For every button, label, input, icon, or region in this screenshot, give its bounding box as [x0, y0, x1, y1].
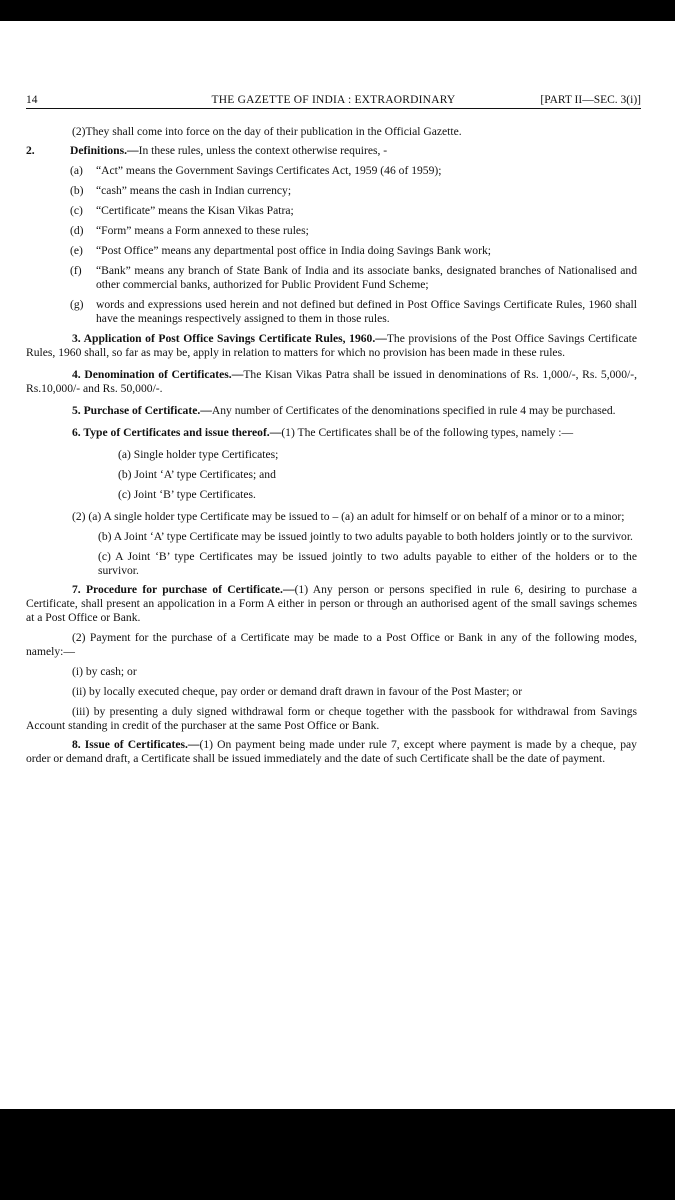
rule-6-2b: (b) A Joint ‘A’ type Certificate may be issued jointly to two adults payable to both holders jointly or to the survivor.	[98, 530, 633, 543]
payment-mode-item: (i) by cash; or	[72, 665, 137, 678]
rule-number: 2.	[26, 144, 35, 157]
rule-4	[26, 368, 637, 396]
rule-6	[26, 426, 637, 440]
page-number: 14	[26, 94, 38, 106]
definitions-heading	[26, 144, 637, 158]
rule-text: In these rules, unless the context otherwise requires, -	[138, 144, 388, 157]
rule-text: Any number of Certificates of the denominations specified in rule 4 may be purchased.	[211, 404, 616, 417]
rule-heading: Definitions.—	[70, 144, 139, 157]
rule-heading: 4. Denomination of Certificates.—	[72, 368, 244, 381]
definition-item: (g) words and expressions used herein and not defined but defined in Post Office Savings Certificate Rules, 1960 shall have the meanings respectively assigned to them in those rules.	[70, 298, 637, 325]
rule-text: The provisions of the Post Office Savings Certificate Rules, 1960 shall, so far as may be, apply in relation to matters for which no provision has been made in these rules.	[26, 332, 637, 359]
rule-heading: 3. Application of Post Office Savings Certificate Rules, 1960.—	[72, 332, 387, 345]
definition-item: (e) “Post Office” means any departmental post office in India doing Savings Bank work;	[70, 244, 491, 257]
definition-item: (c) “Certificate” means the Kisan Vikas Patra;	[70, 204, 294, 217]
rule-6-2c: (c) A Joint ‘B’ type Certificates may be issued jointly to two adults payable to either of the holders or to the survivor.	[98, 550, 637, 577]
rule-text: (1) The Certificates shall be of the following types, namely :—	[281, 426, 574, 439]
definition-item: (a) “Act” means the Government Savings Certificates Act, 1959 (46 of 1959);	[70, 164, 442, 177]
part-section: [PART II—SEC. 3(i)]	[540, 94, 641, 106]
rule-7	[26, 583, 637, 625]
rule-3	[26, 332, 637, 360]
definition-item: (b) “cash” means the cash in Indian currency;	[70, 184, 292, 197]
certificate-type-item: (a) Single holder type Certificates;	[118, 448, 279, 461]
gazette-title: THE GAZETTE OF INDIA : EXTRAORDINARY	[211, 94, 456, 106]
rule-5	[26, 404, 637, 418]
rule-heading: 5. Purchase of Certificate.—	[72, 404, 212, 417]
header-rule	[26, 108, 641, 109]
rule-8	[26, 738, 637, 766]
rule-6-2a: (2) (a) A single holder type Certificate may be issued to – (a) an adult for himself or on behalf of a minor or to a minor;	[72, 510, 625, 523]
rule-text: (1) On payment being made under rule 7, except where payment is made by a cheque, pay order or demand draft, a Certificate shall be issued immediately and the date of such Certificate shall be the date of payment.	[26, 738, 637, 765]
payment-mode-item: (ii) by locally executed cheque, pay order or demand draft drawn in favour of the Post Master; or	[72, 685, 523, 698]
commencement-para: (2)They shall come into force on the day of their publication in the Official Gazette.	[72, 125, 462, 138]
rule-heading: 8. Issue of Certificates.—	[72, 738, 200, 751]
rule-heading: 7. Procedure for purchase of Certificate.—	[72, 583, 295, 596]
rule-text: The Kisan Vikas Patra shall be issued in denominations of Rs. 1,000/-, Rs. 5,000/-, Rs.10,000/- and Rs. 50,000/-.	[26, 368, 638, 395]
certificate-type-item: (c) Joint ‘B’ type Certificates.	[118, 488, 256, 501]
certificate-type-item: (b) Joint ‘A’ type Certificates; and	[118, 468, 276, 481]
rule-text: (1) Any person or persons specified in rule 6, desiring to purchase a Certificate, shall present an appolication in a Form A either in person or through an authorised agent of the small savings schemes at a Post Office or Bank.	[26, 583, 637, 624]
definition-item: (f) “Bank” means any branch of State Bank of India and its associate banks, designated branches of Nationalised and other commercial banks, authorized for Public Provident Fund Scheme;	[70, 264, 637, 291]
definition-item: (d) “Form” means a Form annexed to these rules;	[70, 224, 309, 237]
rule-7-2: (2) Payment for the purchase of a Certificate may be made to a Post Office or Bank in any of the following modes, namely:—	[26, 631, 637, 658]
payment-mode-item: (iii) by presenting a duly signed withdrawal form or cheque together with the passbook for withdrawal from Savings Account standing in credit of the purchaser at the same Post Office or Bank.	[26, 705, 637, 732]
document-body	[26, 125, 637, 766]
rule-heading: 6. Type of Certificates and issue thereof.—	[72, 426, 282, 439]
